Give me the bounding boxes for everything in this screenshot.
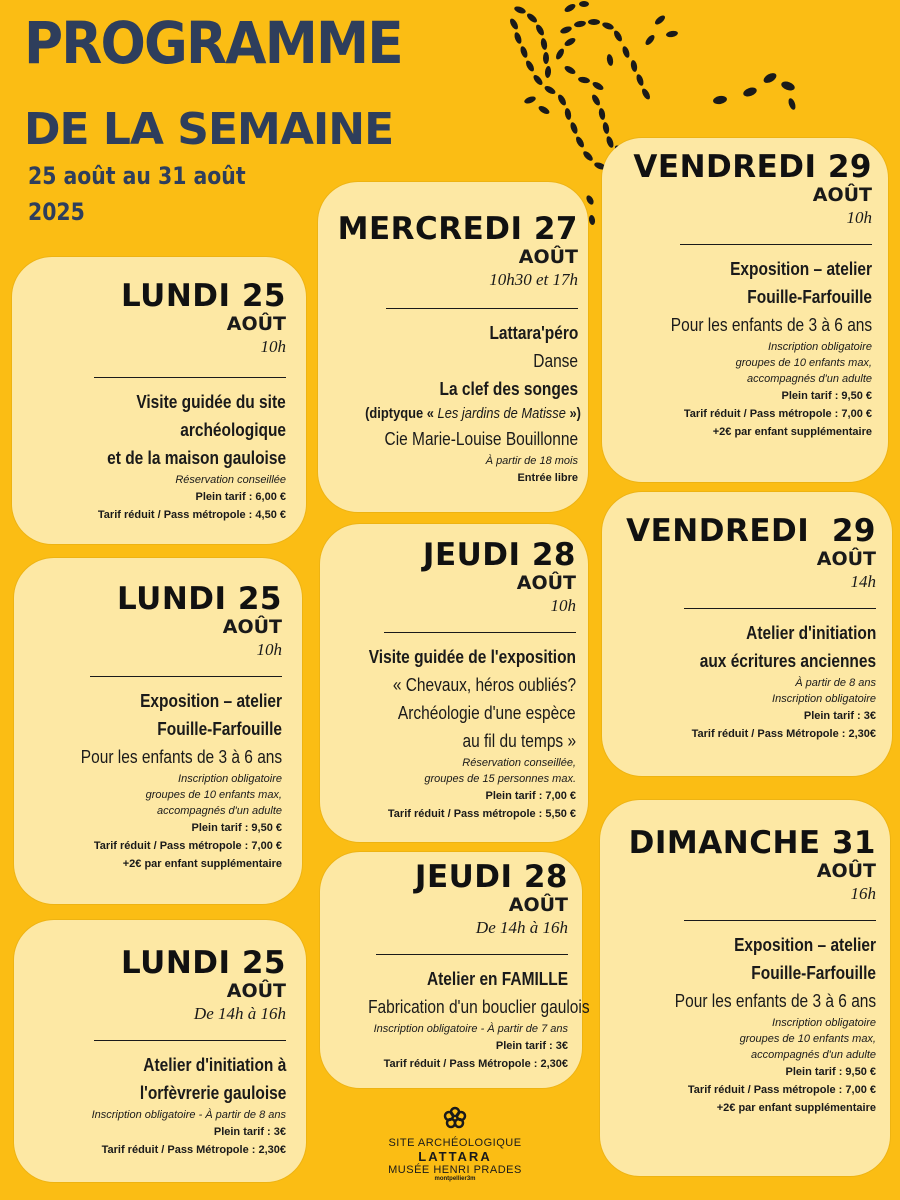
event-note: À partir de 18 mois: [485, 455, 578, 467]
flower-icon: [442, 1105, 468, 1131]
event-time: 16h: [850, 884, 876, 903]
diptych-prefix: (diptyque «: [365, 405, 434, 422]
event-card-lundi-fouille: [14, 558, 302, 904]
event-price: Plein tarif : 7,00 €: [485, 790, 576, 802]
event-price: Plein tarif : 9,50 €: [191, 822, 282, 834]
event-title: aux écritures anciennes: [699, 651, 876, 671]
event-show: La clef des songes: [439, 379, 578, 399]
event-audience: Pour les enfants de 3 à 6 ans: [670, 315, 872, 335]
event-note: À partir de 8 ans: [795, 677, 876, 689]
event-note: Inscription obligatoire: [772, 1017, 876, 1029]
divider: [94, 377, 286, 378]
event-title: Fouille-Farfouille: [751, 963, 876, 983]
event-title: Visite guidée de l'exposition: [368, 647, 576, 667]
event-audience: Pour les enfants de 3 à 6 ans: [674, 991, 876, 1011]
event-price: Tarif réduit / Pass métropole : 7,00 €: [683, 408, 872, 420]
logo-line-montpellier: montpellier3m: [434, 1176, 476, 1182]
event-month: AOÛT: [812, 184, 872, 206]
event-note: groupes de 10 enfants max,: [145, 789, 282, 801]
event-day: VENDREDI 29: [626, 513, 876, 549]
event-price: Tarif réduit / Pass métropole : 4,50 €: [97, 509, 286, 521]
event-title: Atelier d'initiation à: [142, 1055, 286, 1075]
event-month: AOÛT: [508, 894, 568, 916]
event-price: Plein tarif : 9,50 €: [785, 1066, 876, 1078]
event-price: Plein tarif : 3€: [495, 1040, 568, 1052]
divider: [680, 244, 872, 245]
event-title: Fouille-Farfouille: [157, 719, 282, 739]
event-note: accompagnés d'un adulte: [746, 373, 872, 385]
event-day: DIMANCHE 31: [628, 825, 876, 861]
event-time: De 14h à 16h: [475, 918, 568, 937]
event-month: AOÛT: [226, 980, 286, 1002]
event-price: +2€ par enfant supplémentaire: [712, 426, 872, 438]
event-audience: Pour les enfants de 3 à 6 ans: [80, 747, 282, 767]
event-title: l'orfèvrerie gauloise: [139, 1083, 286, 1103]
event-title: Exposition – atelier: [140, 691, 282, 711]
event-card-jeudi-expo: [320, 524, 588, 842]
event-note: Inscription obligatoire - À partir de 8 ans: [91, 1109, 286, 1121]
event-month: AOÛT: [516, 572, 576, 594]
page-subtitle: DE LA SEMAINE: [24, 104, 394, 155]
event-note: groupes de 10 enfants max,: [739, 1033, 876, 1045]
event-card-dimanche: [600, 800, 890, 1176]
event-day: VENDREDI 29: [633, 149, 872, 185]
event-title: Atelier d'initiation: [745, 623, 876, 643]
diptych-title: Les jardins de Matisse: [437, 405, 566, 422]
event-month: AOÛT: [226, 313, 286, 335]
event-subtitle: Fabrication d'un bouclier gaulois: [368, 997, 590, 1017]
event-price: Plein tarif : 9,50 €: [781, 390, 872, 402]
event-day: LUNDI 25: [117, 581, 282, 617]
event-price: Plein tarif : 6,00 €: [195, 491, 286, 503]
event-card-mercredi: [318, 182, 588, 512]
event-note: Inscription obligatoire: [178, 773, 282, 785]
event-price: Tarif réduit / Pass métropole : 5,50 €: [387, 808, 576, 820]
diptych-suffix: »): [569, 405, 581, 422]
event-title: Fouille-Farfouille: [747, 287, 872, 307]
event-time: 10h30 et 17h: [489, 270, 578, 289]
event-time: 10h: [256, 640, 282, 659]
event-price: Tarif réduit / Pass métropole : 7,00 €: [687, 1084, 876, 1096]
event-subtitle: Archéologie d'une espèce: [398, 703, 576, 723]
event-month: AOÛT: [222, 616, 282, 638]
event-price: +2€ par enfant supplémentaire: [716, 1102, 876, 1114]
event-note: Réservation conseillée,: [462, 757, 576, 769]
logo-line-lattara: LATTARA: [418, 1149, 492, 1164]
event-price: Plein tarif : 3€: [803, 710, 876, 722]
event-genre: Danse: [533, 351, 578, 371]
divider: [384, 632, 576, 633]
event-price: Tarif réduit / Pass Métropole : 2,30€: [691, 728, 876, 740]
event-day: LUNDI 25: [121, 278, 286, 314]
event-time: 14h: [850, 572, 876, 591]
event-price: Tarif réduit / Pass Métropole : 2,30€: [383, 1058, 568, 1070]
event-card-jeudi-famille: [320, 852, 590, 1088]
event-note: groupes de 15 personnes max.: [424, 773, 576, 785]
event-subtitle: « Chevaux, héros oubliés?: [392, 675, 576, 695]
event-note: Inscription obligatoire: [772, 693, 876, 705]
event-day: MERCREDI 27: [337, 211, 578, 247]
event-title: et de la maison gauloise: [107, 448, 286, 468]
divider: [684, 920, 876, 921]
event-title: Exposition – atelier: [730, 259, 872, 279]
event-note: Réservation conseillée: [175, 474, 286, 486]
event-company: Cie Marie-Louise Bouillonne: [384, 429, 578, 449]
event-price: Tarif réduit / Pass métropole : 7,00 €: [93, 840, 282, 852]
event-note: Inscription obligatoire: [768, 341, 872, 353]
divider: [684, 608, 876, 609]
divider: [386, 308, 578, 309]
event-card-vendredi-fouille: [602, 138, 888, 482]
event-title: archéologique: [180, 420, 286, 440]
event-day: JEUDI 28: [414, 859, 568, 895]
event-note: Inscription obligatoire - À partir de 7 ans: [373, 1023, 568, 1035]
event-price: Plein tarif : 3€: [213, 1126, 286, 1138]
event-note: groupes de 10 enfants max,: [735, 357, 872, 369]
event-title: Lattara'péro: [489, 323, 578, 343]
lattara-logo: [380, 1105, 530, 1182]
page-title: PROGRAMME: [24, 9, 402, 77]
event-card-lundi-orfevrerie: [14, 920, 306, 1182]
event-price: Tarif réduit / Pass Métropole : 2,30€: [101, 1144, 286, 1156]
logo-line-musee: MUSÉE HENRI PRADES: [388, 1164, 522, 1176]
divider: [94, 1040, 286, 1041]
event-price: Entrée libre: [517, 472, 578, 484]
event-card-vendredi-ecritures: [602, 492, 892, 776]
event-title: Exposition – atelier: [734, 935, 876, 955]
date-range: 25 août au 31 août: [28, 162, 246, 190]
logo-line-site: SITE ARCHÉOLOGIQUE: [388, 1137, 522, 1149]
divider: [376, 954, 568, 955]
event-day: JEUDI 28: [422, 537, 576, 573]
event-subtitle: au fil du temps »: [462, 731, 576, 751]
event-note: accompagnés d'un adulte: [750, 1049, 876, 1061]
event-time: 10h: [846, 208, 872, 227]
event-title: Visite guidée du site: [136, 392, 286, 412]
event-title: Atelier en FAMILLE: [426, 969, 568, 989]
event-note: accompagnés d'un adulte: [156, 805, 282, 817]
divider: [90, 676, 282, 677]
event-day: LUNDI 25: [121, 945, 286, 981]
event-time: De 14h à 16h: [193, 1004, 286, 1023]
event-month: AOÛT: [816, 548, 876, 570]
event-month: AOÛT: [816, 860, 876, 882]
date-range-block: [28, 158, 246, 230]
event-card-lundi-visite: [12, 257, 306, 544]
event-month: AOÛT: [518, 246, 578, 268]
year: 2025: [28, 198, 85, 226]
event-time: 10h: [260, 337, 286, 356]
event-time: 10h: [550, 596, 576, 615]
event-price: +2€ par enfant supplémentaire: [122, 858, 282, 870]
